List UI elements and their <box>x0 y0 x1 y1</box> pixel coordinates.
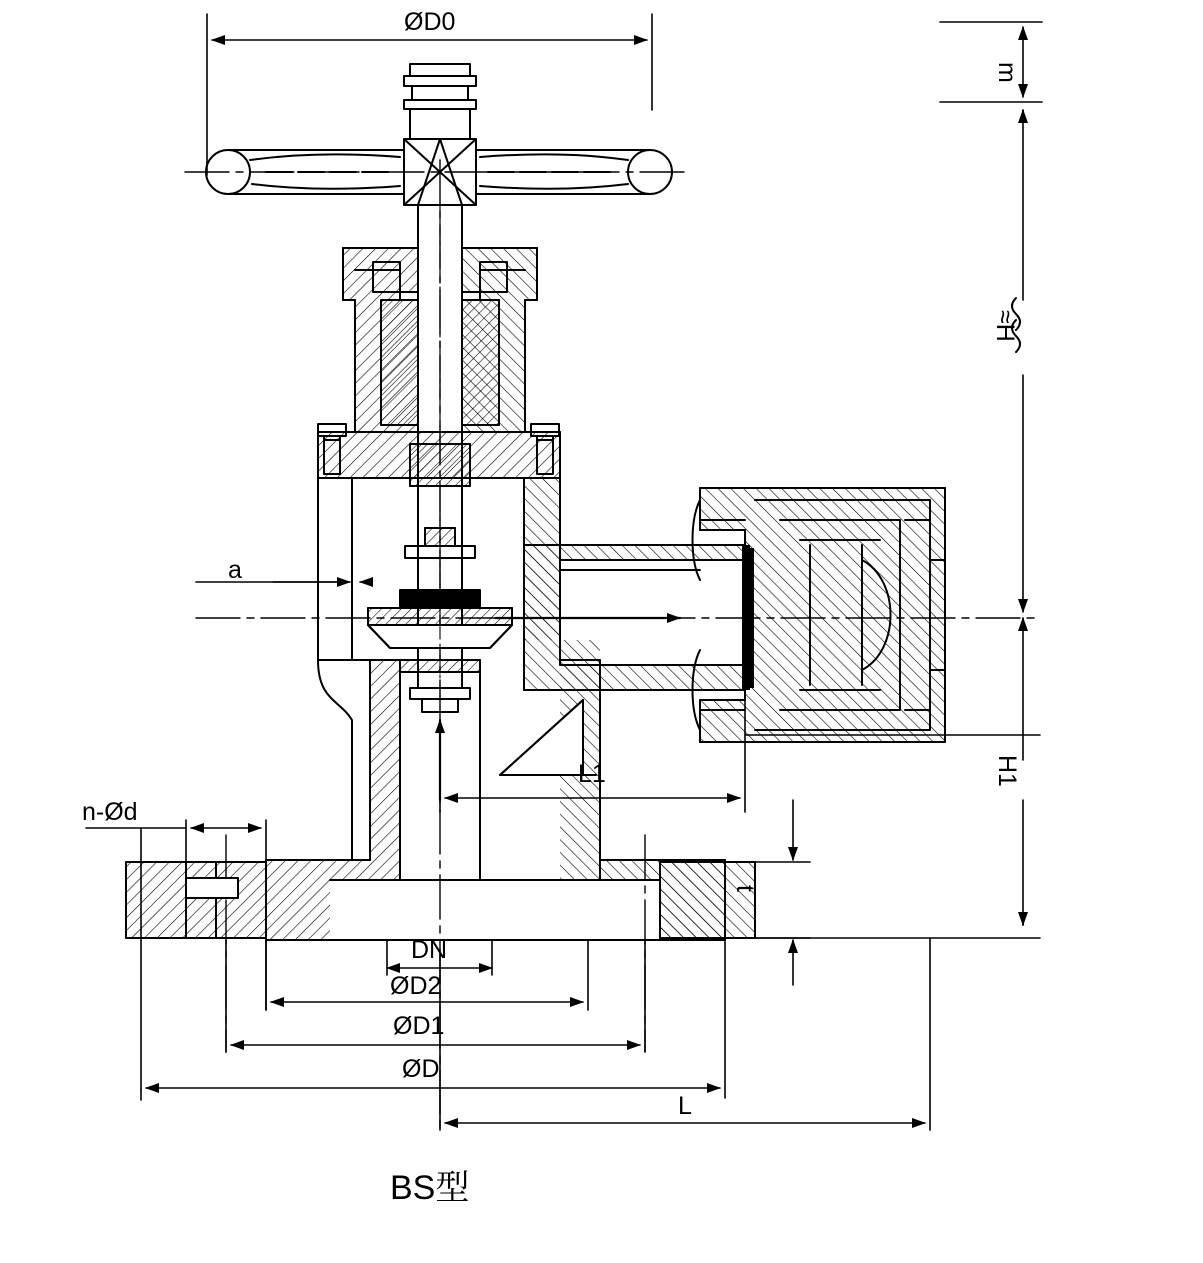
dimension-label-D2: ØD2 <box>390 972 442 1000</box>
drawing-title: BS型 <box>390 1169 470 1207</box>
dimension-label-a: a <box>228 556 242 584</box>
dimension-label-H: ≈H <box>991 310 1019 342</box>
dimension-label-DN: DN <box>411 936 448 964</box>
dimension-label-D0: ØD0 <box>404 8 456 36</box>
dimension-label-H1: H1 <box>993 755 1021 787</box>
bonnet-yoke <box>318 248 560 486</box>
dimension-label-L: L <box>678 1092 692 1120</box>
dimension-label-m: m <box>993 62 1021 83</box>
handwheel <box>206 64 672 205</box>
dimension-label-t: t <box>731 885 759 892</box>
dimension-label-D1: ØD1 <box>393 1012 445 1040</box>
dimension-label-L1: L1 <box>578 760 606 788</box>
dimension-label-D: ØD <box>402 1055 440 1083</box>
dimension-label-n-d: n-Ød <box>82 798 138 826</box>
hose-coupling <box>693 488 946 742</box>
